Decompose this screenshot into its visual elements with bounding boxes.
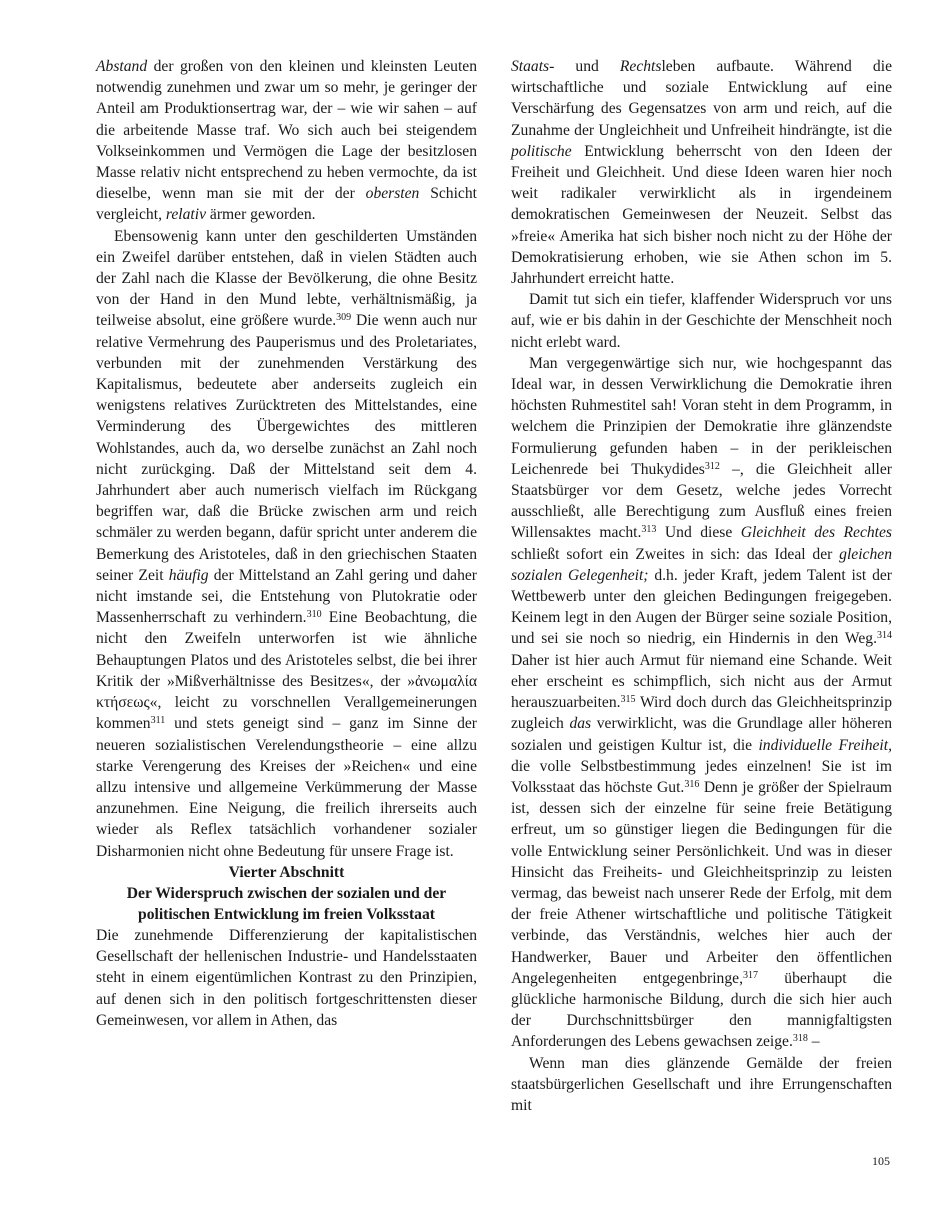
right-column: [511, 56, 892, 1116]
italic-text: gleichen sozialen Gelegenheit;: [511, 545, 892, 584]
footnote-ref: 314: [877, 630, 892, 642]
right-paragraph-1: Staats- und Rechtsleben aufbaute. Während die wirtschaftliche und soziale Entwicklung auf eine Verschärfung des Gegensatzes von arm und reich, auf die Zunahme der Ungleichheit und Unfreiheit hindrängte, ist die politische Entwicklung beherrscht von den Ideen der Freiheit und Gleichheit. Und diese Ideen waren hier noch weit radikaler verwirklicht als in irgendeinem demokratischen Gemeinwesen der Neuzeit. Selbst das »freie« Amerika hat sich bisher noch nicht zu der Höhe der Demokratisierung erhoben, wie sie Athen schon im 5. Jahrhundert erreicht hatte.: [511, 58, 892, 288]
left-column: [96, 56, 477, 1031]
footnote-ref: 310: [306, 609, 322, 621]
chapter-heading: Der Widerspruch zwischen der sozialen und der politischen Entwicklung im freien Volksstaat: [126, 884, 447, 923]
footnote-ref: 316: [684, 778, 700, 790]
footnote-ref: 312: [704, 460, 720, 472]
italic-text: politische: [511, 142, 572, 160]
footnote-ref: 309: [336, 312, 352, 324]
italic-text: Gleichheit des Rechtes: [740, 524, 892, 542]
italic-text: das: [569, 715, 592, 733]
left-paragraph-1: Abstand der großen von den kleinen und kleinsten Leuten notwendig zunehmen und zwar um so mehr, je geringer der Anteil am Produktionsertrag war, der – wie wir sahen – auf die arbeitende Masse traf. Wo sich auch bei steigendem Volkseinkommen und Vermögen die Lage der besitzlosen Masse relativ nicht entsprechend zu heben vermochte, da ist dieselbe, wenn man sie mit der der obersten Schicht vergleicht, relativ ärmer geworden.: [96, 58, 477, 224]
right-paragraph-3: Man vergegenwärtige sich nur, wie hochgespannt das Ideal war, in dessen Verwirklichung die Demokratie ihren höchsten Ruhmestitel sah! Voran steht in dem Programm, in welchem die Prinzipien der Demokratie ihre glänzendste Formulierung gefunden haben – in der perikleischen Leichenrede bei Thukydides$^{312}$ –, die Gleichheit aller Staatsbürger vor dem Gesetz, welche jedes Vorrecht ausschließt, alle Berechtigung zum Ausfluß eines freien Willensaktes macht.$^{313}$ Und diese Gleichheit des Rechtes schließt sofort ein Zweites in sich: das Ideal der gleichen sozialen Gelegenheit; d.h. jeder Kraft, jedem Talent ist der Wettbewerb unter den gleichen Bedingungen freigegeben. Keinem legt in den Augen der Bürger seine soziale Position, und sei sie noch so niedrig, ein Hindernis in den Weg.$^{314}$ Daher ist hier auch Armut für niemand eine Schande. Weit eher erscheint es schimpflich, sich nicht aus der Armut herauszuarbeiten.$^{315}$ Wird doch durch das Gleichheitsprinzip zugleich das verwirklicht, was die Grundlage aller höheren sozialen und geistigen Kultur ist, die individuelle Freiheit, die volle Selbstbestimmung jedes einzelnen! Sie ist im Volksstaat das höchste Gut.$^{316}$ Denn je größer der Spielraum ist, dessen sich der einzelne für seine freie Betätigung erfreut, um so günstiger liegen die Bedingungen für die volle Entwicklung seiner Persönlichkeit. Und was in dieser Hinsicht das Freiheits- und Gleichheitsprinzip zu leisten vermag, das beweist nach unserer Rede der Erfolg, mit dem der freie Athener wirtschaftliche und politische Tätigkeit verbinde, das Verständnis, welches hier auch der Handwerker, Bauer und Arbeiter den öffentlichen Angelegenheiten entgegenbringe,$^{317}$ überhaupt die glückliche harmonische Bildung, durch die sich hier auch der Durchschnittsbürger den mannigfaltigsten Anforderungen des Lebens gewachsen zeige.$^{318}$ –: [511, 354, 893, 1051]
italic-text: Abstand: [96, 58, 148, 75]
section-heading: Vierter Abschnitt: [228, 863, 345, 881]
footnote-ref: 313: [641, 524, 657, 536]
italic-text: Staats: [511, 58, 550, 75]
italic-text: obersten: [365, 185, 420, 203]
footnote-ref: 315: [620, 694, 636, 706]
italic-text: Rechts: [619, 58, 662, 75]
left-paragraph-2: Ebensowenig kann unter den geschilderten Umständen ein Zweifel darüber entstehen, daß in vielen Städten auch der Zahl nach die Klasse der Bevölkerung, die ohne Besitz von der Hand in den Mund lebte, verhältnismäßig, ja teilweise absolut, eine größere wurde.$^{309}$ Die wenn auch nur relative Vermehrung des Pauperismus und des Proletariates, verbunden mit der zunehmenden Verstärkung des Kapitalismus, bedeutete aber anderseits zugleich ein wenigstens relatives Zurücktreten des Mittelstandes, eine Verminderung des Übergewichtes des mittleren Wohlstandes, auch da, wo derselbe zunächst an Zahl noch nicht zurückging. Daß der Mittelstand seit dem 4. Jahrhundert aber auch numerisch vielfach im Rückgang begriffen war, daß die Brücke zwischen arm und reich schmäler zu werden begann, dafür spricht unter anderem die Bemerkung des Aristoteles, daß in den griechischen Staaten seiner Zeit häufig der Mittelstand an Zahl gering und daher nicht imstande sei, die Entstehung von Plutokratie oder Massenherrschaft zu verhindern.$^{310}$ Eine Beobachtung, die nicht den Zweifeln unterworfen ist wie ähnliche Behauptungen Platos und des Aristoteles selbst, die bei ihrer Kritik der »Mißverhältnisse des Besitzes«, der »ἀνωμαλία κτήσεως«, leicht zu vorschnellen Verallgemeinerungen kommen$^{311}$ und stets geneigt sind – ganz im Sinne der neueren sozialistischen Verelendungstheorie – eine allzu starke Verengerung des Kreises der »Reichen« und eine allzu intensive und allgemeine Verkümmerung der Masse anzunehmen. Eine Neigung, die freilich ihrerseits auch wieder als Reflex tatsächlich vorhandener sozialer Disharmonien nicht ohne Bedeutung für unsere Frage ist.: [96, 227, 477, 860]
italic-text: häufig: [168, 566, 209, 584]
page-number: 105: [872, 1154, 890, 1168]
italic-text: relativ: [165, 206, 207, 224]
right-paragraph-2: Damit tut sich ein tiefer, klaffender Widerspruch vor uns auf, wie er bis dahin in der Geschichte der Menschheit noch nicht erlebt ward.: [511, 291, 892, 351]
left-paragraph-3: Die zunehmende Differenzierung der kapitalistischen Gesellschaft der hellenischen Industrie- und Handelsstaaten steht in einem eigentümlichen Kontrast zu den Prinzipien, auf denen sich in den politisch fortgeschrittensten dieser Gemeinwesen, vor allem in Athen, das: [96, 926, 477, 1029]
right-paragraph-4: Wenn man dies glänzende Gemälde der freien staatsbürgerlichen Gesellschaft und ihre Errungenschaften mit: [511, 1054, 892, 1114]
footnote-ref: 317: [742, 969, 758, 981]
footnote-ref: 318: [792, 1033, 808, 1045]
italic-text: individuelle Freiheit,: [758, 736, 892, 754]
footnote-ref: 311: [150, 715, 166, 727]
